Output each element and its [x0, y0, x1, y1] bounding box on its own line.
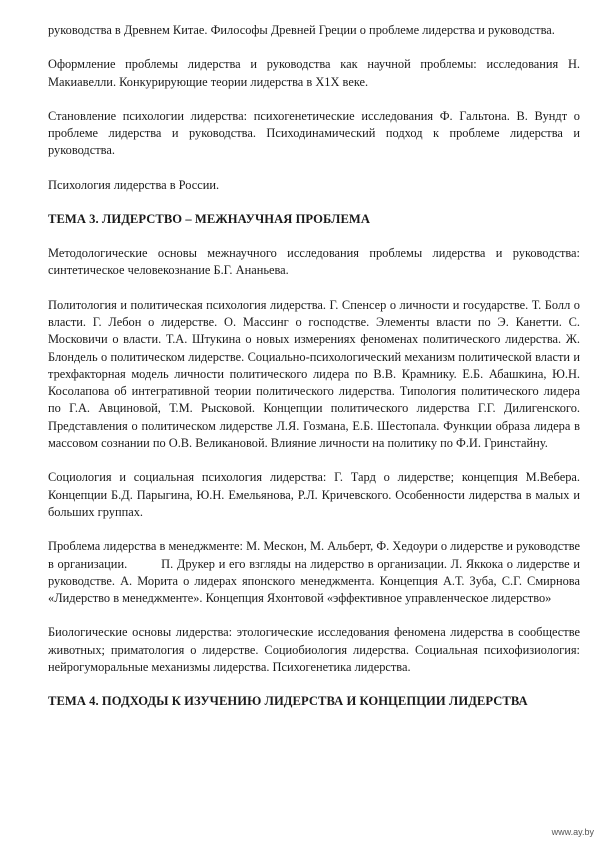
paragraph-machiavelli: Оформление проблемы лидерства и руководства как научной проблемы: исследования Н. Макиавелли. Конкурирующие теории лидерства в Х1Х веке.: [48, 57, 580, 89]
paragraph-management-part-2: П. Друкер и его взгляды на лидерство в организации. Л. Яккока о лидерстве и руководстве. А. Морита о лидерах японского менеджмента. Концепция А.Т. Зуба, С.Г. Смирнова «Лидерство в менеджменте». Концепция Яхонтовой «эффективное управленческое лидерство»: [48, 556, 580, 606]
heading-topic-3: ТЕМА 3. ЛИДЕРСТВО – МЕЖНАУЧНАЯ ПРОБЛЕМА: [48, 212, 370, 227]
paragraph-management-part-1: Проблема лидерства в менеджменте: М. Мескон, М. Альберт, Ф. Хедоури о лидерстве и руководстве в организации.: [48, 539, 580, 571]
paragraph-psychology-origins: Становление психологии лидерства: психогенетические исследования Ф. Гальтона. В. Вундт о проблеме лидерства и руководства. Психодинамический подход к проблеме лидерства и руководства.: [48, 108, 580, 158]
paragraph-russia: Психология лидерства в России.: [48, 177, 220, 192]
document-page: [48, 22, 580, 727]
paragraph-biology: Биологические основы лидерства: этологические исследования феномена лидерства в сообществе животных; приматология о лидерстве. Социобиология лидерства. Социальная психофизиология: нейрогуморальные механизмы лидерства. Психогенетика лидерства.: [48, 625, 580, 675]
paragraph-sociology: Социология и социальная психология лидерства: Г. Тард о лидерстве; концепция М.Вебера. Концепции Б.Д. Парыгина, Ю.Н. Емельянова, Р.Л. Кричевского. Особенности лидерства в малых и больших группах.: [48, 470, 580, 519]
watermark: www.ay.by: [551, 827, 594, 837]
paragraph-political-psychology: Политология и политическая психология лидерства. Г. Спенсер о личности и государстве. Т. Болл о власти. Г. Лебон о лидерстве. О. Массинг о господстве. Элементы власти по Э. Канетти. С. Московичи о власти. Т.А. Штукина о новых измерениях феноменах политического лидерства. Ж. Блондель о политическом лидерстве. Социально-психологический механизм политической власти и трехфакторная модель личности политического лидера по В.В. Крамнику. Е.Б. Абашкина, Ю.Н. Косолапова об интегративной теории политического лидерства. Типология политического лидера по Г.А. Авциновой, Т.М. Рысковой. Концепции политического лидерства Г.Г. Дилигенского. Представления о политическом лидерстве Л.Я. Гозмана, Е.Б. Шестопала. Функции образа лидера в массовом сознании по О.В. Великановой. Влияние личности на политику по Ф.И. Гринстайну.: [48, 297, 580, 451]
paragraph-management: [48, 538, 580, 607]
heading-topic-4: ТЕМА 4. ПОДХОДЫ К ИЗУЧЕНИЮ ЛИДЕРСТВА И КОНЦЕПЦИИ ЛИДЕРСТВА: [48, 694, 528, 709]
paragraph-ancient-china: руководства в Древнем Китае. Философы Древней Греции о проблеме лидерства и руководства.: [48, 23, 555, 37]
paragraph-methodology: Методологические основы межнаучного исследования проблемы лидерства и руководства: синтетическое человекознание Б.Г. Ананьева.: [48, 246, 580, 278]
